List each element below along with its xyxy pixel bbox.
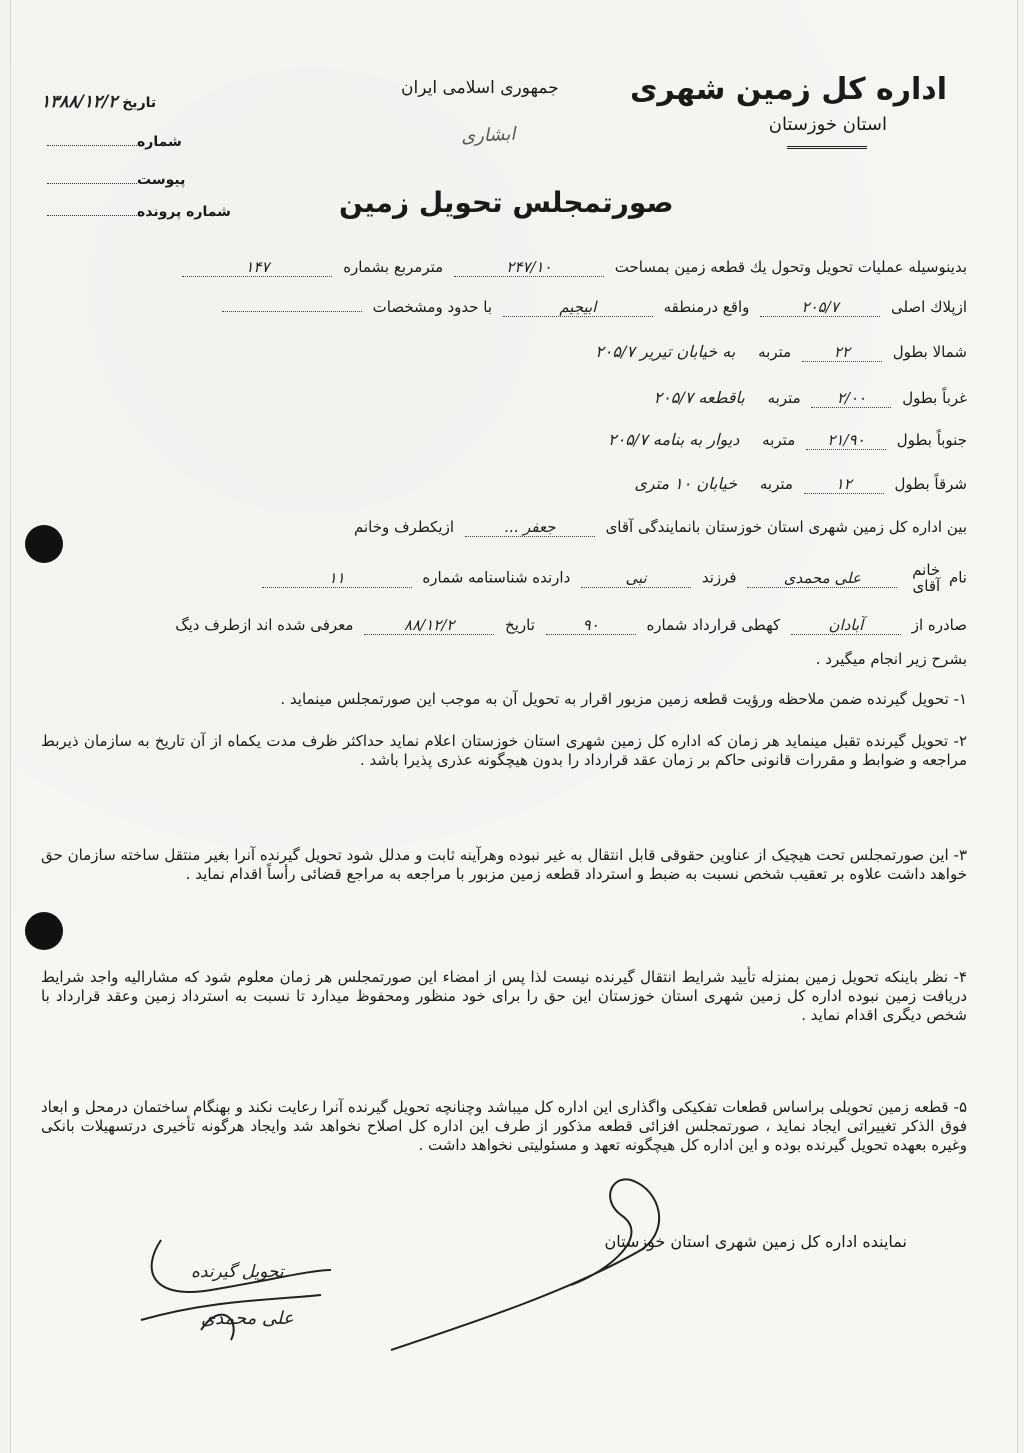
- signature-strokes: [11, 0, 1017, 1453]
- contract-date-label: تاریخ: [505, 616, 535, 634]
- south-label: جنوباً بطول: [896, 431, 967, 449]
- document-page: [10, 0, 1018, 1453]
- attachment-label: پیوست: [137, 172, 186, 188]
- issued-value: آبادان: [791, 616, 901, 635]
- clause-2: ۲- تحویل گیرنده تقبل مینماید هر زمان که اداره کل زمین شهری استان خوزستان اعلام نماید حداکثر ظرف مدت یکماه از آن تاریخ به سازمان ذیربط مراجعه و ضوابط و مقررات قانونی حاکم بر زمان عقد قرارداد را بدون هیچگونه عذری پذیرا باشد .: [41, 732, 967, 769]
- contract-date: ۸۸/۱۲/۲: [364, 616, 494, 635]
- south-length: ۲۱/۹۰: [806, 431, 886, 450]
- org-province: استان خوزستان: [768, 114, 887, 135]
- representative-label: نماینده اداره کل زمین شهری استان خوزستان: [604, 1232, 907, 1251]
- north-label: شمالا بطول: [892, 343, 967, 361]
- clause-3: ۳- این صورتمجلس تحت هیچیک از عناوین حقوقی قابل انتقال به غیر نبوده وهرآینه ثابت و مدلل شود تحویل گیرنده آنرا بغیر منتقل ساخته سازمان حق خواهد داشت علاوه بر تعقیب شخص نسبت به ضبط و استرداد قطعه زمین مزبور با مراجعه به مراجع قضائی رأساً اقدام نماید .: [41, 846, 967, 883]
- name-label-side: نام: [948, 568, 967, 587]
- introduced-text: معرفی شده اند ازطرف دیگ: [175, 616, 354, 634]
- republic-heading: جمهوری اسلامی ایران: [401, 78, 559, 98]
- faded-stamp: ابشاری: [460, 123, 516, 148]
- west-desc: باقطعه ۲۰۵/۷: [653, 388, 745, 407]
- contract-label: کهطی قرارداد شماره: [646, 616, 781, 634]
- west-label: غرباً بطول: [902, 389, 967, 407]
- plot-number: ۱۴۷: [182, 258, 332, 277]
- west-unit: متربه: [767, 389, 801, 407]
- clause-4: ۴- نظر باینکه تحویل زمین بمنزله تأیید شرایط انتقال گیرنده نیست لذا پس از امضاء این صورتمجلس هر زمان معلوم شود که مشارالیه واجد شرایط دریافت زمین نبوده اداره کل زمین شهری استان خوزستان این حق را برای خود منظور ومحفوظ میدارد تا نسبت به استرداد زمین وعقد قرارداد با شخص دیگری اقدام نماید .: [41, 968, 967, 1024]
- south-desc: دیوار به بنامه ۲۰۵/۷: [608, 430, 740, 449]
- id-value: ۱۱: [262, 569, 412, 588]
- area-value: ۲۴۷/۱۰: [454, 258, 604, 277]
- number-label: شماره: [137, 134, 182, 150]
- party-post-text: ازیکطرف وخانم: [353, 518, 454, 536]
- date-value: ۱۳۸۸/۱۲/۲: [41, 92, 118, 112]
- party-representative: جعفر ...: [465, 518, 595, 537]
- zone-label: واقع درمنطقه: [663, 298, 750, 316]
- west-length: ۲/۰۰: [811, 389, 891, 408]
- intro-text: بدینوسیله عملیات تحویل وتحول یك قطعه زمین بمساحت: [614, 258, 967, 276]
- north-unit: متربه: [758, 343, 792, 361]
- clause-5: ۵- قطعه زمین تحویلی براساس قطعات تفکیکی واگذاری این اداره کل میباشد وچنانچه تحویل گیرنده آنرا رعایت نکند و بهنگام ساختمان درمحل و ابعاد فوق الذکر تغییراتی ایجاد نماید ، صورتمجلس افزائی قطعه مذکور از طرف این اداره کل اصلاح نخواهد شد وایجاد هرگونه تأخیری درتسهیلات بانکی وغیره بعهده تحویل گیرنده بوده و این اداره کل هیچگونه تعهد و مسئولیتی نخواهد داشت .: [41, 1098, 967, 1154]
- east-unit: متربه: [759, 475, 793, 493]
- bounds-label: با حدود ومشخصات: [372, 298, 493, 316]
- punch-hole-bottom: [25, 912, 63, 950]
- east-desc: خیابان ۱۰ متری: [634, 474, 738, 493]
- north-length: ۲۲: [802, 343, 882, 362]
- contract-value: ۹۰: [546, 616, 636, 635]
- party-text: بین اداره کل زمین شهری استان خوزستان بانمایندگی آقای: [605, 518, 967, 536]
- clause-1: ۱- تحویل گیرنده ضمن ملاحظه ورؤیت قطعه زمین مزبور اقرار به تحویل آن به موجب این صورتمجلس مینماید .: [280, 690, 967, 708]
- org-title: اداره کل زمین شهری: [629, 72, 947, 107]
- south-unit: متربه: [762, 431, 796, 449]
- child-label: فرزند: [701, 568, 737, 587]
- intro-mid-text: مترمربع بشماره: [343, 258, 444, 276]
- plak-value: ۲۰۵/۷: [760, 298, 880, 317]
- recipient-signature-label: تحویل گیرنده: [191, 1262, 284, 1282]
- north-desc: به خیابان تیریر ۲۰۵/۷: [595, 342, 736, 361]
- punch-hole-top: [25, 525, 63, 563]
- east-label: شرقاً بطول: [894, 475, 967, 493]
- recipient-signature-name: علی محمدی: [201, 1308, 294, 1329]
- zone-value: ابیجیم: [503, 298, 653, 317]
- plak-label: ازپلاك اصلی: [890, 298, 967, 316]
- proceeds-line: بشرح زیر انجام میگیرد .: [815, 650, 967, 668]
- date-label: تاریخ: [122, 95, 157, 111]
- father-name: نبی: [581, 569, 691, 588]
- issued-label: صادره از: [911, 616, 967, 634]
- label-aghaye: آقای: [912, 577, 941, 595]
- label-khanom: خانم: [912, 561, 941, 579]
- file-label: شماره پرونده: [137, 204, 231, 220]
- recipient-name: علی محمدی: [747, 569, 897, 588]
- recipient-signature: [141, 1240, 331, 1340]
- id-label: دارنده شناسنامه شماره: [422, 568, 571, 587]
- representative-signature: [391, 1179, 659, 1350]
- east-length: ۱۲: [804, 475, 884, 494]
- document-title: صورتمجلس تحویل زمین: [339, 186, 674, 219]
